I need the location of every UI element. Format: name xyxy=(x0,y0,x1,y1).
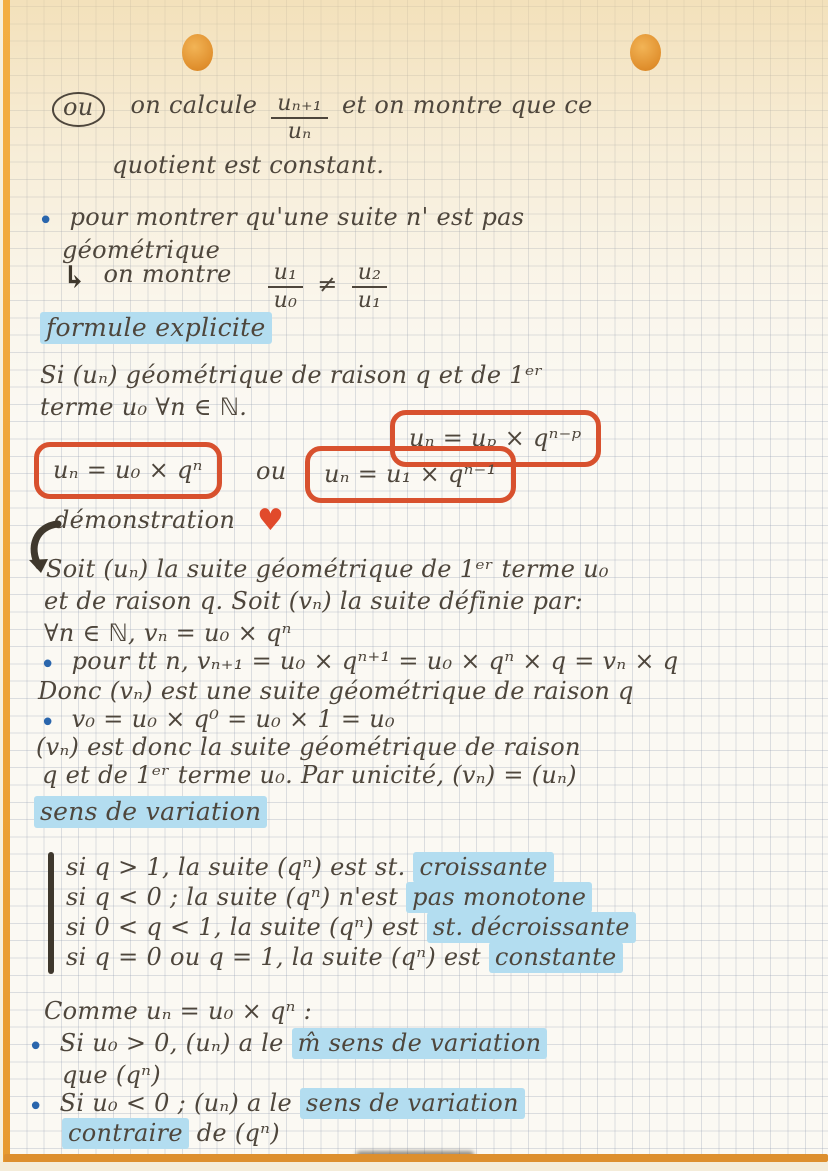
rule-highlight: croissante xyxy=(413,852,553,883)
next-page-sliver xyxy=(0,1162,828,1171)
case-text: de (qⁿ) xyxy=(188,1119,280,1147)
heading-formule-explicite xyxy=(40,314,272,343)
not-geometric-text-1: pour montrer qu'une suite n' est pas xyxy=(69,203,525,231)
rule-highlight: constante xyxy=(489,942,623,973)
demo-line-text: pour tt n, vₙ₊₁ = u₀ × qⁿ⁺¹ = u₀ × qⁿ × q = vₙ × q xyxy=(71,647,679,675)
demo-title: démonstration xyxy=(54,506,236,534)
case-u0-positive-line2: que (qⁿ) xyxy=(62,1061,161,1089)
case-highlight: sens de variation xyxy=(300,1088,525,1119)
fraction-denominator: u₀ xyxy=(273,287,298,313)
corner-arrow-icon: ↳ xyxy=(62,260,88,295)
demo-title-line xyxy=(54,504,284,539)
explicit-line-1: Si (uₙ) géométrique de raison q et de 1ᵉʳ xyxy=(40,361,544,389)
rule-text: si q < 0 ; la suite (qⁿ) n'est xyxy=(66,883,407,911)
page-edge-orange-stripe xyxy=(3,0,10,1171)
formula-box-u0-qn: uₙ = u₀ × qⁿ xyxy=(34,442,222,499)
demo-line: et de raison q. Soit (vₙ) la suite définie par: xyxy=(44,587,584,615)
demo-line: q et de 1ᵉʳ terme u₀. Par unicité, (vₙ) = (uₙ) xyxy=(42,761,577,789)
demo-line: ∀n ∈ ℕ, vₙ = u₀ × qⁿ xyxy=(44,619,292,647)
fraction-numerator: u₂ xyxy=(352,261,388,288)
variation-rule xyxy=(66,884,592,912)
bullet-dot: • xyxy=(28,1092,44,1122)
formula-box-up-qnp: uₙ = uₚ × qⁿ⁻ᵖ xyxy=(390,410,601,467)
ratio-fraction-2 xyxy=(352,261,388,313)
bullet-dot: • xyxy=(28,1032,44,1062)
highlighted-heading-text: formule explicite xyxy=(40,312,272,344)
method-line-1-pre: on calcule xyxy=(130,91,258,119)
case-highlight: m̂ sens de variation xyxy=(292,1028,548,1059)
heart-icon: ♥ xyxy=(257,503,285,538)
demo-line-text: v₀ = u₀ × q⁰ = u₀ × 1 = u₀ xyxy=(71,705,395,733)
formula-box-u1-qn1: uₙ = u₁ × qⁿ⁻¹ xyxy=(305,446,516,503)
bullet-dot: • xyxy=(40,708,56,738)
case-highlight: contraire xyxy=(62,1118,189,1149)
case-text: Si u₀ > 0, (uₙ) a le xyxy=(59,1029,292,1057)
rule-text: si 0 < q < 1, la suite (qⁿ) est xyxy=(66,913,427,941)
rule-highlight: pas monotone xyxy=(406,882,592,913)
demo-line xyxy=(40,705,395,738)
demo-line: Donc (vₙ) est une suite géométrique de raison q xyxy=(38,677,634,705)
variation-rule xyxy=(66,914,636,942)
case-text: Si u₀ < 0 ; (uₙ) a le xyxy=(59,1089,300,1117)
method-line-1 xyxy=(52,92,593,144)
not-geometric-line-3 xyxy=(62,261,391,313)
next-page-orange-edge xyxy=(4,1154,828,1162)
bullet-dot: • xyxy=(38,206,54,236)
fraction-denominator: uₙ xyxy=(287,118,312,144)
emphasis-vertical-bar xyxy=(48,852,54,974)
rule-highlight: st. décroissante xyxy=(427,912,636,943)
not-geometric-text-3: on montre xyxy=(103,260,232,288)
variation-rule xyxy=(66,854,554,882)
highlighted-heading-text: sens de variation xyxy=(34,796,267,828)
binder-hole-sticker-right xyxy=(630,34,661,71)
quotient-fraction xyxy=(271,92,328,144)
not-geometric-line-2: géométrique xyxy=(62,236,221,264)
fraction-numerator: uₙ₊₁ xyxy=(271,92,328,119)
explicit-line-2: terme u₀ ∀n ∈ ℕ. xyxy=(40,393,248,421)
method-line-2: quotient est constant. xyxy=(112,151,385,179)
demo-line xyxy=(40,647,679,680)
fraction-numerator: u₁ xyxy=(268,261,304,288)
case-u0-negative-line2 xyxy=(62,1120,280,1148)
bullet-dot: • xyxy=(40,650,56,680)
demo-line: Soit (uₙ) la suite géométrique de 1ᵉʳ terme u₀ xyxy=(46,555,609,583)
ou-connector: ou xyxy=(256,457,287,485)
not-geometric-line-1 xyxy=(38,203,525,236)
heading-sens-de-variation xyxy=(34,798,267,827)
method-line-1-post: et on montre que ce xyxy=(341,91,593,119)
rule-text: si q > 1, la suite (qⁿ) est st. xyxy=(66,853,414,881)
variation-rule xyxy=(66,944,623,972)
case-u0-positive xyxy=(28,1029,547,1062)
not-equal-sign: ≠ xyxy=(317,270,338,298)
case-u0-negative xyxy=(28,1089,525,1122)
comme-line: Comme uₙ = u₀ × qⁿ : xyxy=(44,997,312,1025)
demo-line: (vₙ) est donc la suite géométrique de raison xyxy=(36,733,581,761)
ou-circled-badge: ou xyxy=(52,92,105,127)
binder-hole-sticker-left xyxy=(182,34,213,71)
rule-text: si q = 0 ou q = 1, la suite (qⁿ) est xyxy=(66,943,489,971)
fraction-denominator: u₁ xyxy=(357,287,382,313)
ratio-fraction-1 xyxy=(268,261,304,313)
